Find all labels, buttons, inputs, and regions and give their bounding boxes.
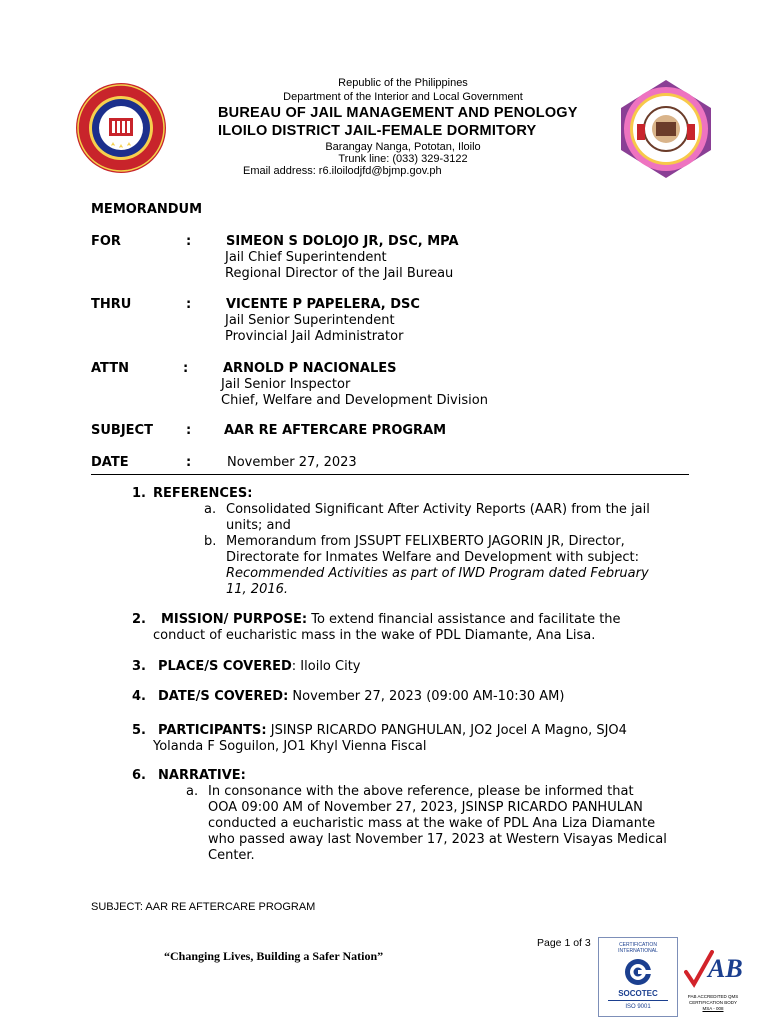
socotec-iso: ISO 9001: [625, 1004, 651, 1010]
socotec-rule: [608, 1000, 668, 1001]
footer-subject: SUBJECT: AAR RE AFTERCARE PROGRAM: [91, 901, 316, 913]
place-value: : Iloilo City: [291, 659, 361, 674]
reference-a-marker: a.: [204, 502, 217, 517]
attn-rank: Jail Senior Inspector: [221, 377, 351, 392]
mission-text-1: To extend financial assistance and facilitate the: [307, 612, 621, 627]
narrative-a-marker: a.: [186, 784, 199, 799]
section-4-line: [158, 689, 564, 704]
footer-motto: “Changing Lives, Building a Safer Nation”: [164, 949, 384, 963]
narrative-line2: OOA 09:00 AM of November 27, 2023, JSINSP RICARDO PANHULAN: [208, 800, 643, 815]
section-5-number: 5.: [132, 723, 146, 738]
reference-a-line2: units; and: [226, 518, 291, 533]
thru-position: Provincial Jail Administrator: [225, 329, 404, 344]
reference-b-line3: Recommended Activities as part of IWD Program dated February: [226, 566, 649, 581]
for-colon: :: [186, 234, 192, 249]
section-2-heading: MISSION/ PURPOSE:: [161, 612, 308, 627]
section-2-line1: [161, 612, 621, 627]
header-divider: [91, 474, 689, 475]
thru-name: VICENTE P PAPELERA, DSC: [226, 297, 420, 312]
socotec-caption: CERTIFICATION INTERNATIONAL: [618, 942, 658, 954]
socotec-name: SOCOTEC: [618, 989, 658, 998]
attn-colon: :: [183, 361, 189, 376]
female-dormitory-seal: [615, 78, 717, 180]
section-5-line1: [158, 723, 627, 738]
for-position: Regional Director of the Jail Bureau: [225, 266, 454, 281]
header-republic: Republic of the Philippines: [338, 77, 468, 89]
reference-b-line1: Memorandum from JSSUPT FELIXBERTO JAGORIN JR, Director,: [226, 534, 625, 549]
thru-label: THRU: [91, 297, 132, 312]
header-trunk: Trunk line: (033) 329-3122: [338, 153, 468, 165]
section-1-heading: REFERENCES:: [153, 486, 253, 501]
mission-text-2: conduct of eucharistic mass in the wake of PDL Diamante, Ana Lisa.: [153, 628, 596, 643]
page-number: Page 1 of 3: [537, 937, 591, 949]
attn-label: ATTN: [91, 361, 129, 376]
section-4-heading: DATE/S COVERED:: [158, 689, 289, 704]
reference-b-line4: 11, 2016.: [226, 582, 289, 597]
dates-value: November 27, 2023 (09:00 AM-10:30 AM): [288, 689, 565, 704]
for-name: SIMEON S DOLOJO JR, DSC, MPA: [226, 234, 459, 249]
subject-value: AAR RE AFTERCARE PROGRAM: [224, 423, 447, 438]
bjmp-regional-seal: [75, 82, 167, 174]
section-6-number: 6.: [132, 768, 146, 783]
narrative-line1: In consonance with the above reference, please be informed that: [208, 784, 634, 799]
socotec-certification-badge: [598, 937, 678, 1017]
section-3-heading: PLACE/S COVERED: [158, 659, 292, 674]
date-colon: :: [186, 455, 192, 470]
for-rank: Jail Chief Superintendent: [225, 250, 387, 265]
header-email: Email address: r6.iloilodjfd@bjmp.gov.ph: [243, 165, 442, 177]
reference-b-line2: Directorate for Inmates Welfare and Development with subject:: [226, 550, 640, 565]
socotec-logo-icon: [623, 957, 653, 987]
reference-a-line1: Consolidated Significant After Activity Reports (AAR) from the jail: [226, 502, 650, 517]
pab-caption-2: CERTIFICATION BODY: [688, 1000, 738, 1005]
attn-position: Chief, Welfare and Development Division: [221, 393, 488, 408]
pab-accreditation-badge: [678, 940, 748, 1018]
header-address: Barangay Nanga, Pototan, Iloilo: [325, 141, 481, 153]
narrative-line5: Center.: [208, 848, 255, 863]
participants-text-2: Yolanda F Soguilon, JO1 Khyl Vienna Fiscal: [153, 739, 427, 754]
section-6-heading: NARRATIVE:: [158, 768, 246, 783]
attn-name: ARNOLD P NACIONALES: [223, 361, 397, 376]
memo-title: MEMORANDUM: [91, 202, 203, 217]
pab-caption-3: MSA - 008: [702, 1006, 724, 1011]
header-department: Department of the Interior and Local Government: [283, 91, 523, 103]
header-office: ILOILO DISTRICT JAIL-FEMALE DORMITORY: [218, 123, 537, 139]
pab-mark: AB: [708, 954, 743, 983]
section-2-number: 2.: [132, 612, 146, 627]
section-4-number: 4.: [132, 689, 146, 704]
date-label: DATE: [91, 455, 129, 470]
participants-text-1: JSINSP RICARDO PANGHULAN, JO2 Jocel A Magno, SJO4: [266, 723, 627, 738]
for-label: FOR: [91, 234, 121, 249]
reference-b-marker: b.: [204, 534, 217, 549]
thru-rank: Jail Senior Superintendent: [225, 313, 395, 328]
section-3-line: [158, 659, 361, 674]
date-value: November 27, 2023: [227, 455, 357, 470]
subject-label: SUBJECT: [91, 423, 153, 438]
narrative-line3: conducted a eucharistic mass at the wake of PDL Ana Liza Diamante: [208, 816, 656, 831]
header-agency: BUREAU OF JAIL MANAGEMENT AND PENOLOGY: [218, 105, 578, 121]
subject-colon: :: [186, 423, 192, 438]
section-5-heading: PARTICIPANTS:: [158, 723, 267, 738]
narrative-line4: who passed away last November 17, 2023 at Western Visayas Medical: [208, 832, 667, 847]
section-3-number: 3.: [132, 659, 146, 674]
thru-colon: :: [186, 297, 192, 312]
section-1-number: 1.: [132, 486, 146, 501]
pab-caption-1: PAB ACCREDITED QMS: [687, 994, 739, 999]
